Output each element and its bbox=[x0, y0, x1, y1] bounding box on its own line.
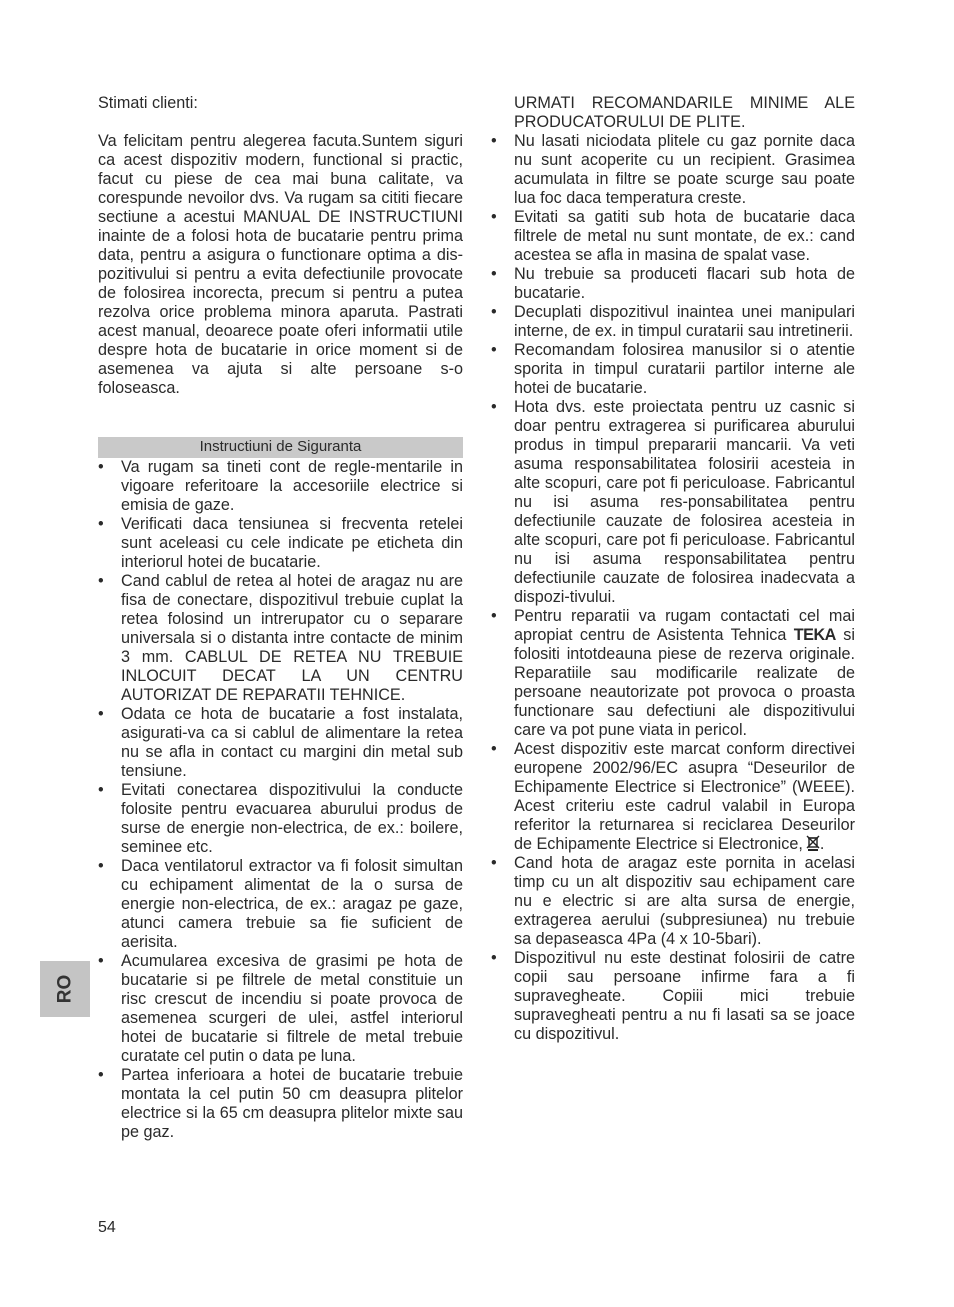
list-item: • Nu lasati niciodata plitele cu gaz pornite daca nu sunt acoperite cu un recipient. Grasimea acumulata in filtre se poate scurge sau poate lua foc daca temperatura creste. bbox=[491, 132, 855, 208]
crossed-bin-icon bbox=[806, 835, 820, 851]
repair-text-end: si folositi intotdeauna piese de rezerva originale. Reparatiile sau modificarile realizate de persoane neautorizate pot provoca o proasta functionare sau defectiuni ale dispozitivului care va pot pune viata in pericol. bbox=[514, 626, 855, 739]
list-item: • Va rugam sa tineti cont de regle-mentarile in vigoare referitoare la accesoriile electrice si emisia de gaze. bbox=[98, 458, 463, 515]
page-number: 54 bbox=[98, 1219, 116, 1236]
list-item: • Hota dvs. este proiectata pentru uz casnic si doar pentru extragerea si purificarea aburului produs in timpul prepararii mancarii. Va veti asuma responsabilitatea folosirii acesteia in alte scopuri, care pot fi periculoase. Fabricantul nu isi asuma res-ponsabilitatea pentru defectiunile cauzate de folosirea acesteia in alte scopuri, care pot fi periculoase. Fabricantul nu isi asuma responsabilitatea pentru defectiunile cauzate de folosirea inadecvata a dispozi-tivului. bbox=[491, 398, 855, 607]
list-item-weee bbox=[491, 740, 855, 854]
list-item: • Daca ventilatorul extractor va fi folosit simultan cu echipament alimentat de la o sursa de energie non-electrica, de ex.: aragaz pe gaze, atunci camera trebuie sa fie suficient de aerisita. bbox=[98, 857, 463, 952]
list-item: • Verificati daca tensiunea si frecventa retelei sunt aceleasi cu cele indicate pe eticheta din interiorul hotei de bucatarie. bbox=[98, 515, 463, 572]
list-item: • Dispozitivul nu este destinat folosirii de catre copii sau persoane infirme fara a fi supravegheate. Copiii mici trebuie supravegheati pentru a nu fi lasati sa se joace cu dispozitivul. bbox=[491, 949, 855, 1044]
list-item: • Cand cablul de retea al hotei de aragaz nu are fisa de conectare, dispozitivul trebuie cuplat la retea folosind un intrerupator cu o separare universala si o distanta intre contacte de minim 3 mm. CABLUL DE RETEA NU TREBUIE INLOCUIT DECAT LA UN CENTRU AUTORIZAT DE REPARATII TEHNICE. bbox=[98, 572, 463, 705]
weee-text: Acest dispozitiv este marcat conform directivei europene 2002/96/EC asupra “Deseurilor de Echipamente Electrice si Electronice” (WEEE). Acest criteriu este cadrul valabil in Europa referitor la returnarea si reciclarea Deseurilor de Echipamente Electrice si Electronice, bbox=[514, 740, 855, 853]
safety-list-right bbox=[491, 132, 855, 1044]
list-item-repair bbox=[491, 607, 855, 740]
list-item: • Recomandam folosirea manusilor si o atentie sporita in timpul curatarii partilor interne ale hotei de bucatarie. bbox=[491, 341, 855, 398]
left-column bbox=[98, 94, 463, 1142]
list-item: • Evitati sa gatiti sub hota de bucatarie daca filtrele de metal nu sunt montate, de ex.: cand acestea se afla in masina de spalat vase. bbox=[491, 208, 855, 265]
right-column bbox=[491, 94, 855, 1044]
safety-heading: Instructiuni de Siguranta bbox=[98, 437, 463, 458]
weee-end: . bbox=[819, 835, 825, 853]
repair-text: Pentru reparatii va rugam contactati cel mai apropiat centru de Asistenta Tehnica bbox=[514, 607, 855, 644]
list-item: • Evitati conectarea dispozitivului la conducte folosite pentru evacuarea aburului produs de surse de energie non-electrica, de ex.: boilere, seminee etc. bbox=[98, 781, 463, 857]
language-tab-label: RO bbox=[54, 974, 76, 1004]
language-tab bbox=[40, 961, 90, 1017]
greeting: Stimati clienti: bbox=[98, 94, 198, 112]
producer-recommendation: URMATI RECOMANDARILE MINIME ALE PRODUCATORULUI DE PLITE. bbox=[514, 94, 855, 131]
safety-list-left bbox=[98, 458, 463, 1142]
brand-name: TEKA bbox=[793, 626, 836, 644]
list-item: • Cand hota de aragaz este pornita in acelasi timp cu un alt dispozitiv sau echipament care nu e electric si are alta sursa de energie, extragerea aerului (subpresiunea) nu trebuie sa depaseasca 4Pa (4 x 10-5bari). bbox=[491, 854, 855, 949]
list-item: • Nu trebuie sa produceti flacari sub hota de bucatarie. bbox=[491, 265, 855, 303]
list-item: • Odata ce hota de bucatarie a fost instalata, asigurati-va ca si cablul de alimentare la retea nu se afla in contact cu margini din metal sub tensiune. bbox=[98, 705, 463, 781]
list-item: • Acumularea excesiva de grasimi pe hota de bucatarie si pe filtrele de metal constituie un risc crescut de incendiu si poate provoca de asemenea scurgeri de ulei, astfel interiorul hotei de bucatarie si filtrele de metal trebuie curatate cel putin o data pe luna. bbox=[98, 952, 463, 1066]
list-item: • Decuplati dispozitivul inaintea unei manipulari interne, de ex. in timpul curatarii sau intretinerii. bbox=[491, 303, 855, 341]
list-item: • Partea inferioara a hotei de bucatarie trebuie montata la cel putin 50 cm deasupra plitelor electrice si la 65 cm deasupra plitelor mixte sau pe gaz. bbox=[98, 1066, 463, 1142]
intro-paragraph: Va felicitam pentru alegerea facuta.Suntem siguri ca acest dispozitiv modern, functional si practic, facut cu piese de cea mai buna calitate, va corespunde nevoilor dvs. Va rugam sa cititi fiecare sectiune a acestui MANUAL DE INSTRUCTIUNI inainte de a folosi hota de bucatarie pentru prima data, pentru a asigura o functionare optima a dis-pozitivului si pentru a evita defectiunile provocate de folosirea incorecta, precum si pentru a putea rezolva orice problema minora aparuta. Pastrati acest manual, deoarece poate oferi informatii utile despre hota de bucatarie in orice moment si de asemenea va ajuta si alte persoane s-o foloseasca. bbox=[98, 132, 463, 397]
